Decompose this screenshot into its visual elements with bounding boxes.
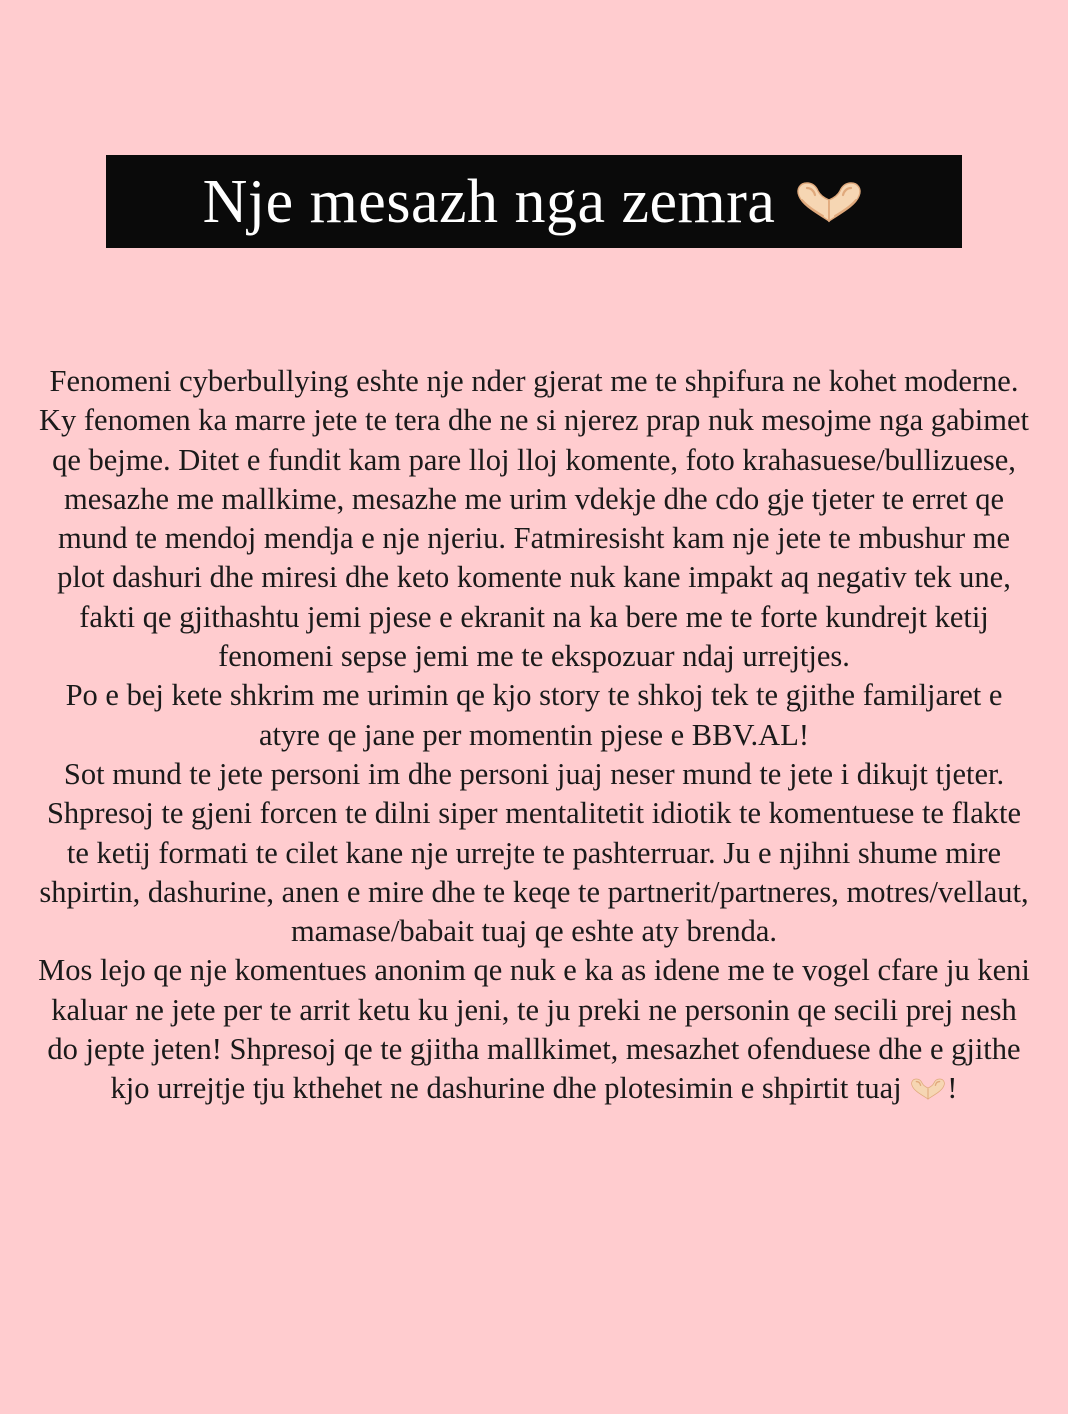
story-title: Nje mesazh nga zemra	[202, 167, 776, 236]
heart-hands-icon	[793, 180, 865, 224]
title-text-row	[202, 167, 866, 236]
closing-suffix: !	[947, 1071, 958, 1106]
paragraph-cyberbullying: Fenomeni cyberbullying eshte nje nder gjerat me te shpifura ne kohet moderne. Ky fenomen ka marre jete te tera dhe ne si njerez prap nuk mesojme nga gabimet qe bejme. Ditet e fundit kam pare lloj lloj komente, foto krahasuese/bullizuese, mesazhe me mallkime, mesazhe me urim vdekje dhe cdo gje tjeter te erret qe mund te mendoj mendja e nje njeriu. Fatmiresisht kam nje jete te mbushur me plot dashuri dhe miresi dhe keto komente nuk kane impakt aq negativ tek une, fakti qe gjithashtu jemi pjese e ekranit na ka bere me te forte kundrejt ketij fenomeni sepse jemi me te ekspozuar ndaj urrejtjes.	[39, 364, 1029, 674]
heart-hands-icon	[909, 1077, 947, 1101]
paragraph-encouragement: Sot mund te jete personi im dhe personi juaj neser mund te jete i dikujt tjeter. Shpresoj te gjeni forcen te dilni siper mentalitetit idiotik te komentuese te flakte te ketij formati te cilet kane nje urrejte te pashterruar. Ju e njihni shume mire shpirtin, dashurine, anen e mire dhe te keqe te partnerit/partneres, motres/vellaut, mamase/babait tuaj qe eshte aty brenda.	[39, 756, 1029, 949]
paragraph-closing	[36, 951, 1032, 1108]
paragraph-dedication: Po e bej kete shkrim me urimin qe kjo story te shkoj tek te gjithe familjaret e atyre qe jane per momentin pjese e BBV.AL!	[65, 678, 1003, 752]
story-body	[36, 362, 1032, 1109]
closing-text: Mos lejo qe nje komentues anonim qe nuk e ka as idene me te vogel cfare ju keni kaluar ne jete per te arrit ketu ku jeni, te ju preki ne personin qe secili prej nesh do jepte jeten! Shpresoj qe te gjitha mallkimet, mesazhet ofenduese dhe e gjithe kjo urrejtje tju kthehet ne dashurine dhe plotesimin e shpirtit tuaj	[38, 953, 1030, 1106]
title-banner	[106, 155, 962, 248]
